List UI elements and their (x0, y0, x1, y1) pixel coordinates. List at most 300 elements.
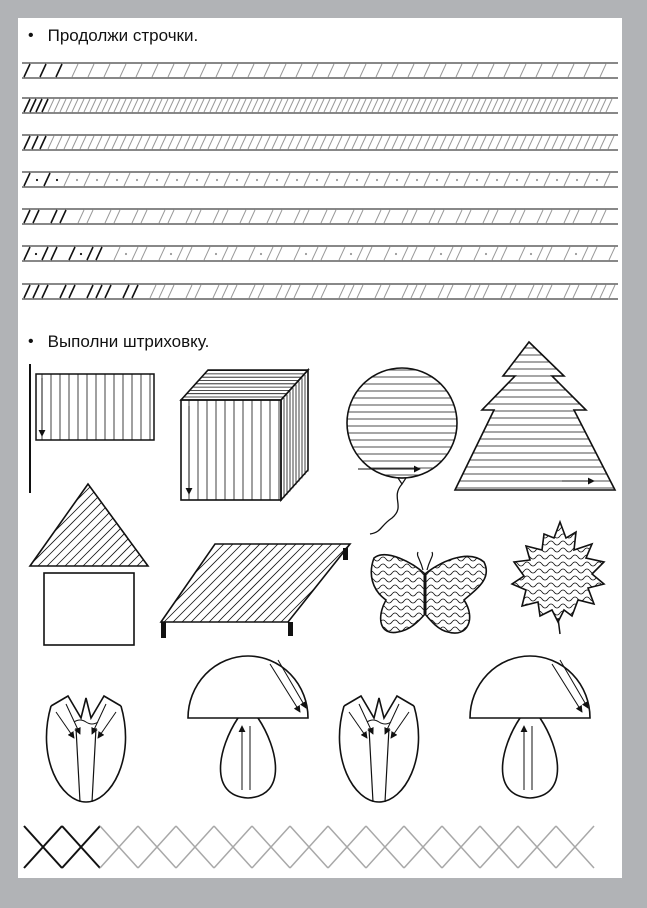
slash-stroke (150, 99, 156, 112)
slash-stroke (321, 285, 327, 298)
slash-stroke (544, 136, 550, 149)
wavy-line (368, 592, 500, 596)
dot-mark (176, 179, 178, 181)
slash-stroke (344, 136, 350, 149)
dot-mark (356, 179, 358, 181)
slash-stroke (156, 99, 162, 112)
slash-stroke (438, 285, 444, 298)
slash-stroke (174, 99, 180, 112)
slash-stroke (150, 285, 156, 298)
slash-stroke (234, 99, 240, 112)
dot-mark (156, 179, 158, 181)
slash-stroke (402, 210, 408, 223)
slash-stroke (480, 136, 486, 149)
slash-stroke (48, 99, 54, 112)
slash-stroke (80, 136, 86, 149)
slash-stroke (564, 210, 570, 223)
slash-stroke (224, 173, 230, 186)
slash-stroke (184, 64, 190, 77)
slash-stroke (216, 64, 222, 77)
slash-stroke (330, 210, 336, 223)
slash-stroke (204, 173, 210, 186)
slash-stroke (474, 99, 480, 112)
slash-stroke (200, 136, 206, 149)
slash-stroke (284, 173, 290, 186)
slash-stroke (264, 64, 270, 77)
slash-stroke (384, 247, 390, 260)
slash-stroke (208, 136, 214, 149)
slash-stroke (408, 99, 414, 112)
slash-stroke (60, 99, 66, 112)
slash-stroke (360, 136, 366, 149)
slash-stroke (249, 210, 255, 223)
slash-stroke (536, 136, 542, 149)
hatch-line (317, 544, 395, 622)
slash-stroke (376, 136, 382, 149)
slash-stroke (33, 285, 39, 298)
slash-stroke (573, 285, 579, 298)
slash-stroke (375, 210, 381, 223)
writing-row (22, 172, 618, 187)
slash-stroke (540, 99, 546, 112)
slash-stroke (536, 64, 542, 77)
slash-stroke (72, 64, 78, 77)
slash-stroke (384, 136, 390, 149)
slash-stroke (246, 99, 252, 112)
dot-mark (236, 179, 238, 181)
slash-stroke (288, 136, 294, 149)
slash-stroke (88, 136, 94, 149)
slash-stroke (184, 136, 190, 149)
slash-stroke (568, 136, 574, 149)
slash-stroke (378, 99, 384, 112)
slash-stroke (384, 285, 390, 298)
slash-stroke (132, 247, 138, 260)
slash-stroke (104, 136, 110, 149)
balloon-circle (347, 368, 457, 478)
slash-stroke (564, 247, 570, 260)
slash-stroke (195, 285, 201, 298)
dot-mark (336, 179, 338, 181)
slash-stroke (222, 285, 228, 298)
slash-stroke (141, 210, 147, 223)
slash-stroke (592, 136, 598, 149)
slash-stroke (486, 99, 492, 112)
wavy-line (512, 527, 608, 531)
slash-stroke (501, 285, 507, 298)
slash-stroke (114, 247, 120, 260)
dot-mark (350, 253, 352, 255)
slash-stroke (64, 173, 70, 186)
writing-row (22, 63, 618, 78)
slash-stroke (588, 99, 594, 112)
slash-stroke (402, 247, 408, 260)
slash-stroke (176, 136, 182, 149)
hatch-lines (512, 520, 608, 622)
slash-stroke (90, 99, 96, 112)
slash-stroke (168, 285, 174, 298)
slash-stroke (270, 99, 276, 112)
wavy-line (368, 634, 500, 638)
bullet: • (28, 333, 34, 350)
slash-stroke (420, 285, 426, 298)
slash-stroke (448, 136, 454, 149)
slash-stroke (33, 210, 39, 223)
hatch-line (18, 484, 48, 566)
figure-tulip (339, 696, 418, 802)
dot-mark (56, 179, 58, 181)
slash-stroke (432, 99, 438, 112)
slash-stroke (195, 210, 201, 223)
slash-stroke (66, 99, 72, 112)
slash-stroke (528, 136, 534, 149)
slash-stroke (552, 136, 558, 149)
figure-cube (181, 370, 308, 500)
slash-stroke (232, 136, 238, 149)
hatch-line (18, 484, 93, 566)
slash-stroke (186, 210, 192, 223)
slash-stroke (504, 136, 510, 149)
slash-stroke (44, 173, 50, 186)
slash-stroke (534, 99, 540, 112)
slash-stroke (240, 210, 246, 223)
slash-stroke (408, 136, 414, 149)
slash-stroke (162, 99, 168, 112)
butterfly-antennae (417, 552, 432, 570)
dot-mark (436, 179, 438, 181)
slash-stroke (267, 210, 273, 223)
slash-stroke (576, 99, 582, 112)
dot-mark (305, 253, 307, 255)
slash-stroke (392, 64, 398, 77)
slash-stroke (360, 99, 366, 112)
slash-stroke (231, 285, 237, 298)
slash-stroke (152, 136, 158, 149)
slash-stroke (294, 247, 300, 260)
house-wall (44, 573, 134, 645)
slash-stroke (288, 99, 294, 112)
slash-stroke (222, 99, 228, 112)
slash-stroke (120, 136, 126, 149)
hatch-line (92, 484, 174, 566)
dot-mark (496, 179, 498, 181)
hatch-line (29, 484, 111, 566)
slash-stroke (594, 99, 600, 112)
dot-mark (170, 253, 172, 255)
slash-stroke (132, 285, 138, 298)
slash-stroke (198, 99, 204, 112)
slash-stroke (344, 173, 350, 186)
slash-stroke (159, 285, 165, 298)
slash-stroke (249, 247, 255, 260)
dot-mark (296, 179, 298, 181)
slash-stroke (84, 173, 90, 186)
balloon-knot (398, 478, 406, 484)
slash-stroke (232, 64, 238, 77)
slash-stroke (276, 99, 282, 112)
slash-stroke (84, 99, 90, 112)
worksheet-artwork (18, 18, 622, 878)
slash-stroke (164, 173, 170, 186)
hatch-line (18, 484, 39, 566)
slash-stroke (108, 99, 114, 112)
slash-stroke (600, 99, 606, 112)
slash-stroke (456, 210, 462, 223)
wavy-line (368, 578, 500, 582)
wavy-line (512, 541, 608, 545)
slash-stroke (96, 136, 102, 149)
slash-stroke (468, 99, 474, 112)
slash-stroke (472, 64, 478, 77)
slash-stroke (30, 99, 36, 112)
wavy-line (368, 550, 500, 554)
leaf-outline (512, 522, 604, 622)
slash-stroke (546, 247, 552, 260)
slash-stroke (411, 247, 417, 260)
slash-stroke (282, 99, 288, 112)
slash-stroke (472, 136, 478, 149)
slash-stroke (276, 247, 282, 260)
slash-stroke (582, 247, 588, 260)
slash-stroke (285, 285, 291, 298)
slash-stroke (312, 285, 318, 298)
slash-stroke (88, 64, 94, 77)
slash-stroke (512, 136, 518, 149)
slash-stroke (160, 136, 166, 149)
slash-stroke (444, 173, 450, 186)
slash-stroke (240, 136, 246, 149)
slash-stroke (64, 136, 70, 149)
slash-stroke (303, 210, 309, 223)
slash-stroke (488, 136, 494, 149)
slash-stroke (48, 136, 54, 149)
dot-mark (36, 179, 38, 181)
slash-stroke (504, 99, 510, 112)
slash-stroke (312, 136, 318, 149)
slash-stroke (24, 173, 30, 186)
slash-stroke (558, 99, 564, 112)
slash-stroke (524, 173, 530, 186)
cube-front (181, 400, 281, 500)
slash-stroke (348, 99, 354, 112)
slash-stroke (328, 136, 334, 149)
slash-stroke (344, 64, 350, 77)
slash-stroke (132, 210, 138, 223)
figure-maple-leaf (512, 520, 608, 634)
figure-tulip (46, 696, 125, 802)
slash-stroke (411, 210, 417, 223)
slash-stroke (42, 285, 48, 298)
slash-stroke (222, 247, 228, 260)
slash-stroke (604, 173, 610, 186)
dot-mark (440, 253, 442, 255)
slash-stroke (424, 173, 430, 186)
slash-stroke (504, 173, 510, 186)
slash-stroke (186, 285, 192, 298)
slash-stroke (114, 99, 120, 112)
slash-stroke (60, 285, 66, 298)
slash-stroke (424, 136, 430, 149)
slash-stroke (519, 247, 525, 260)
hatch-line (74, 484, 156, 566)
slash-stroke (552, 99, 558, 112)
slash-stroke (51, 210, 57, 223)
slash-stroke (537, 210, 543, 223)
slash-stroke (312, 64, 318, 77)
slash-stroke (136, 136, 142, 149)
slash-stroke (420, 99, 426, 112)
wavy-line (512, 555, 608, 559)
slash-stroke (177, 247, 183, 260)
slash-stroke (294, 210, 300, 223)
hatch-line (18, 484, 75, 566)
dot-mark (215, 253, 217, 255)
slash-stroke (213, 210, 219, 223)
slash-stroke (264, 173, 270, 186)
writing-row (22, 98, 618, 113)
slash-stroke (60, 210, 66, 223)
slash-stroke (96, 99, 102, 112)
slash-stroke (504, 64, 510, 77)
slash-stroke (258, 285, 264, 298)
slash-stroke (582, 99, 588, 112)
writing-row (22, 209, 618, 224)
slash-stroke (204, 99, 210, 112)
slash-stroke (184, 173, 190, 186)
slash-stroke (465, 210, 471, 223)
slash-stroke (272, 136, 278, 149)
dot-mark (456, 179, 458, 181)
slash-stroke (87, 285, 93, 298)
slash-stroke (600, 210, 606, 223)
slash-stroke (168, 210, 174, 223)
slash-stroke (24, 64, 30, 77)
slash-stroke (264, 136, 270, 149)
wavy-line (74, 720, 98, 724)
slash-stroke (372, 99, 378, 112)
slash-stroke (300, 99, 306, 112)
figure-flag (30, 364, 154, 493)
slash-stroke (249, 285, 255, 298)
wavy-line (512, 534, 608, 538)
figure-fir-tree (455, 342, 615, 490)
slash-stroke (124, 173, 130, 186)
slash-stroke (440, 64, 446, 77)
slash-stroke (120, 64, 126, 77)
tulip-stem (76, 728, 96, 802)
slash-stroke (480, 99, 486, 112)
slash-stroke (456, 247, 462, 260)
slash-stroke (416, 136, 422, 149)
balloon-string (370, 484, 402, 534)
writing-row (22, 135, 618, 150)
slash-stroke (240, 99, 246, 112)
mushroom-stem (503, 718, 558, 798)
slash-stroke (392, 136, 398, 149)
dot-mark (96, 179, 98, 181)
hatch-line (18, 484, 57, 566)
slash-stroke (400, 136, 406, 149)
house-roof (30, 484, 148, 566)
slash-stroke (510, 210, 516, 223)
slash-stroke (24, 99, 30, 112)
dot-mark (216, 179, 218, 181)
tulip-bloom (339, 706, 418, 802)
slash-stroke (51, 247, 57, 260)
slash-stroke (24, 210, 30, 223)
dot-mark (416, 179, 418, 181)
slash-stroke (600, 136, 606, 149)
slash-stroke (296, 136, 302, 149)
slash-stroke (375, 285, 381, 298)
hatch-line (92, 544, 170, 622)
slash-stroke (280, 136, 286, 149)
slash-stroke (186, 99, 192, 112)
slash-stroke (520, 64, 526, 77)
slash-stroke (87, 210, 93, 223)
slash-stroke (276, 210, 282, 223)
leaf-stem (558, 618, 560, 634)
slash-stroke (192, 99, 198, 112)
figure-house (18, 484, 228, 645)
slash-stroke (396, 99, 402, 112)
slash-stroke (144, 136, 150, 149)
slash-stroke (360, 64, 366, 77)
slash-stroke (404, 173, 410, 186)
slash-stroke (294, 285, 300, 298)
slash-stroke (501, 247, 507, 260)
slash-stroke (528, 99, 534, 112)
slash-stroke (364, 173, 370, 186)
slash-stroke (256, 136, 262, 149)
dot-mark (376, 179, 378, 181)
wavy-line (512, 597, 608, 601)
slash-stroke (248, 136, 254, 149)
dot-mark (476, 179, 478, 181)
slash-stroke (447, 247, 453, 260)
slash-stroke (231, 247, 237, 260)
slash-stroke (69, 247, 75, 260)
slash-stroke (78, 99, 84, 112)
cube-side (281, 370, 308, 500)
slash-stroke (123, 285, 129, 298)
tulip-petals (51, 696, 121, 718)
slash-stroke (159, 210, 165, 223)
slash-stroke (204, 247, 210, 260)
slash-stroke (126, 99, 132, 112)
slash-stroke (312, 247, 318, 260)
slash-stroke (324, 173, 330, 186)
slash-stroke (36, 99, 42, 112)
slash-stroke (591, 210, 597, 223)
slash-stroke (328, 64, 334, 77)
tulip-petals (344, 696, 414, 718)
slash-stroke (357, 210, 363, 223)
hatch-line (110, 484, 192, 566)
bullet: • (28, 27, 34, 44)
slash-stroke (440, 136, 446, 149)
slash-stroke (144, 173, 150, 186)
slash-stroke (584, 136, 590, 149)
slash-stroke (488, 64, 494, 77)
mushroom-cap (470, 656, 590, 718)
slash-stroke (186, 247, 192, 260)
slash-stroke (573, 210, 579, 223)
slash-stroke (336, 99, 342, 112)
slash-stroke (228, 99, 234, 112)
slash-stroke (424, 64, 430, 77)
slash-stroke (560, 136, 566, 149)
